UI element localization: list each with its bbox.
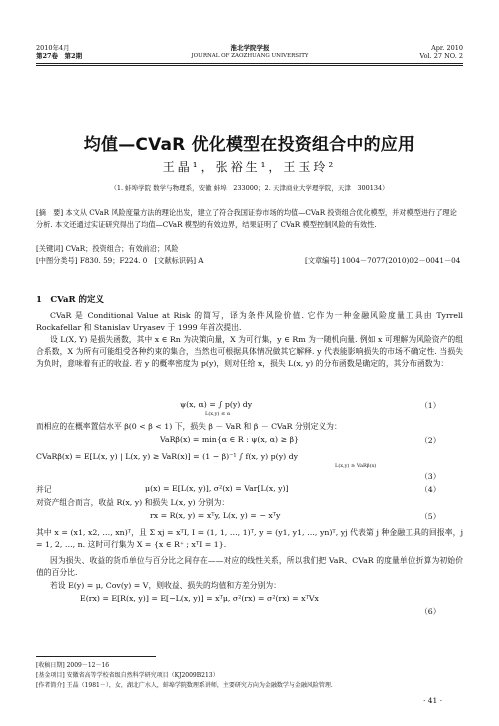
paragraph-var-definition: 而相应的在概率置信水平 β(0 < β < 1) 下，损失 β － VaR 和 β － CVaR 分别定义为： bbox=[36, 422, 342, 431]
section-heading: 1 CVaR 的定义 bbox=[36, 295, 105, 305]
footnotes bbox=[36, 661, 463, 691]
footnote-author: [作者简介] 王晶（1981－），女，湖北广水人，蚌埠学院数理系讲师，主要研究方向为金融数学与金融风险管理. bbox=[36, 682, 333, 689]
journal-name-cn: 淮北学院学报 bbox=[230, 44, 270, 52]
header-rule-thin bbox=[36, 65, 463, 66]
equation-3-number: （3） bbox=[420, 472, 441, 481]
equation-1-limit: L(x,y) ≤ α bbox=[205, 411, 231, 417]
paper-title: 均值—CVaR 优化模型在投资组合中的应用 bbox=[83, 135, 416, 155]
header-month: Apr. 2010 bbox=[431, 44, 463, 52]
paragraph-notation-lead: 并记 bbox=[36, 485, 52, 494]
paper-authors: 王晶¹，张裕生¹，王玉玲² bbox=[162, 160, 337, 174]
equation-6: E(rx) = E[R(x, y)] = E[−L(x, y)] = xᵀμ, σ²(rx) = σ²(rx) = xᵀVx bbox=[80, 594, 319, 603]
footnote-received: [收稿日期] 2009－12－16 bbox=[36, 662, 110, 669]
header-date bbox=[36, 44, 82, 60]
paragraph-intro: CVaR 是 Conditional Value at Risk 的简写，译为条件风险价值. 它作为一种金融风险度量工具由 Tyrrell Rockafellar 和 Stanislav Uryasev 于 1999 年首次提出. bbox=[36, 311, 463, 333]
header-volume-line: 第27卷 第2期 bbox=[36, 52, 83, 60]
abstract: [摘 要] 本文从 CVaR 风险度量方法的理论出发，建立了符合我国证券市场的均值—CVaR 投资组合优化模型，并对模型进行了理论分析. 本文还通过实证研究得出了均值—CVaR 模型的有效边界，结果证明了 CVaR 模型控制风险的有效性. bbox=[36, 208, 457, 229]
equation-6-number: （6） bbox=[420, 607, 441, 616]
paragraph-units: 因为损失、收益的货币单位与百分比之间存在——对应的线性关系，所以我们把 VaR、CVaR 的度量单位折算为初始价值的百分比. bbox=[36, 556, 463, 578]
equation-2: VaRβ(x) = min{α ∈ R : ψ(x, α) ≥ β} bbox=[160, 435, 300, 444]
journal-name-en: JOURNAL OF ZAOZHUANG UNIVERSITY bbox=[191, 53, 309, 59]
header-rule bbox=[36, 63, 463, 64]
footnote-rule bbox=[36, 656, 156, 657]
equation-5: rx = R(x, y) = xᵀy, L(x, y) = − xᵀy bbox=[150, 511, 281, 520]
keywords: [关键词] CVaR；投资组合；有效前沿；风险 bbox=[36, 244, 179, 253]
article-number: [文章编号] 1004－7077(2010)02－0041－04 bbox=[305, 256, 461, 265]
equation-4-number: （4） bbox=[420, 485, 441, 494]
paragraph-moments: 若设 E(y) = μ, Cov(y) = V，则收益、损失的均值和方差分别为： bbox=[50, 581, 281, 590]
author-affiliation: （1. 蚌埠学院 数学与物理系，安徽 蚌埠 233000；2. 天津商业大学理学院，天津 300134） bbox=[110, 184, 389, 192]
paragraph-feasible-set: 其中 x = (x1, x2, …, xn)ᵀ，且 Σ xj = xᵀI, I = (1, 1, …, 1)ᵀ, y = (y1, y1, …, yn)ᵀ, yj 代表第 j 种金融工具的回报率，j = 1, 2, …, n. 这时可行集为 X = {x ∈ R⁺ ; xᵀI = 1}. bbox=[36, 528, 463, 550]
equation-1-number: （1） bbox=[420, 401, 441, 410]
paragraph-portfolio: 对资产组合而言，收益 R(x, y) 和损失 L(x, y) 分别为： bbox=[36, 498, 230, 507]
equation-5-number: （5） bbox=[420, 512, 441, 521]
header-journal bbox=[150, 44, 350, 60]
footnote-funding: [基金项目] 安徽省高等学校省级自然科学研究项目（KJ2009B213） bbox=[36, 672, 219, 679]
header-date-line: 2010年4月 bbox=[36, 44, 70, 52]
paragraph-loss-function: 设 L(X, Y) 是损失函数，其中 x ∈ Rn 为决策向量，X 为可行集，y ∈ Rm 为一随机向量. 例如 x 可理解为风险资产的组合系数，X 为所有可能组受各种约束的集合，当然也可根据具体情况做其它解释. y 代表能影响损失的市场不确定性. 当损失为负时，意味着有正的收益. 若 y 的概率密度为 p(y)，则对任给 x，损失 L(x, y) 的分布函数是确定的，其分布函数为： bbox=[36, 335, 463, 369]
equation-4: μ(x) = E[L(x, y)], σ²(x) = Var[L(x, y)] bbox=[145, 484, 289, 493]
equation-1: ψ(x, α) = ∫ p(y) dy bbox=[180, 400, 253, 409]
equation-3: CVaRβ(x) = E[L(x, y) | L(x, y) ≥ VaR(x)] = (1 − β)⁻¹ ∫ f(x, y) p(y) dy bbox=[36, 452, 299, 461]
header-vol-no: Vol. 27 NO. 2 bbox=[419, 52, 463, 60]
classification-code: [中图分类号] F830. 59；F224. 0 [文献标识码] A bbox=[36, 256, 204, 265]
page-number: · 41 · bbox=[423, 696, 443, 705]
header-issue bbox=[383, 44, 463, 60]
equation-2-number: （2） bbox=[420, 436, 441, 445]
equation-3-limit: L(x,y) ≥ VaRβ(x) bbox=[335, 463, 377, 469]
